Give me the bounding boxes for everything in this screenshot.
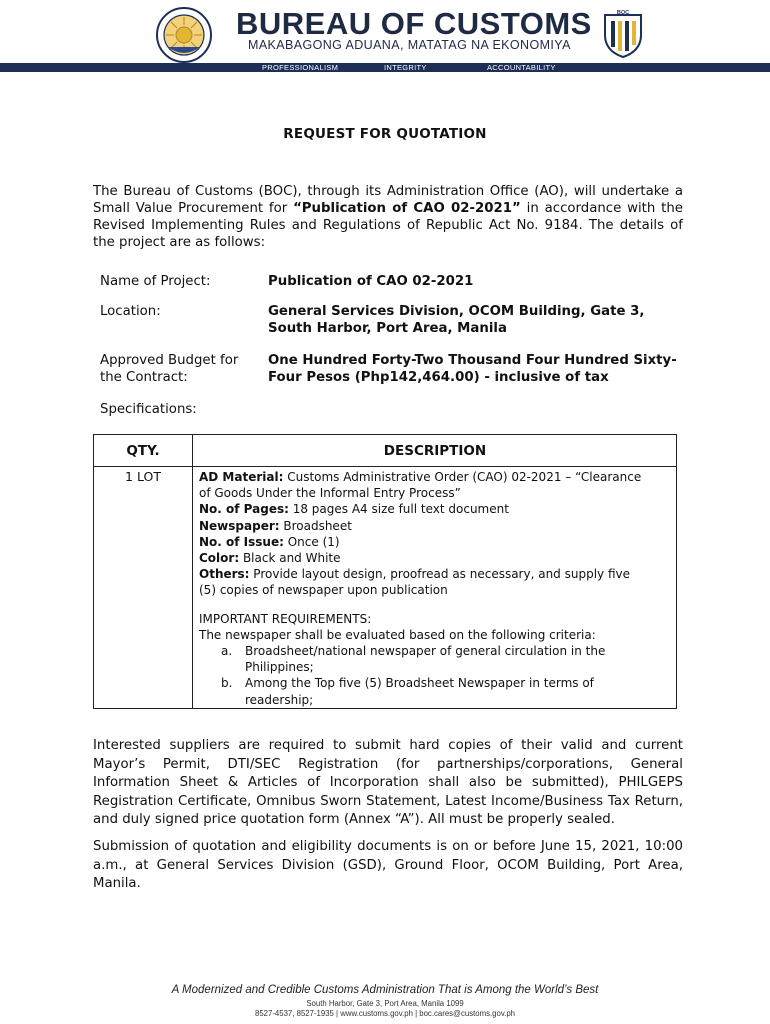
requirements-heading: IMPORTANT REQUIREMENTS:	[199, 611, 372, 626]
bureau-title: BUREAU OF CUSTOMS	[236, 6, 592, 41]
requirement-text: Among the Top five (5) Broadsheet Newspaper in terms of	[245, 676, 594, 691]
bureau-seal-logo	[156, 7, 212, 63]
requirement-text-cont: readership;	[245, 692, 314, 707]
issue-value: Once (1)	[283, 534, 340, 549]
ad-material-line	[199, 469, 669, 485]
specifications-table	[93, 434, 677, 709]
table-cell-qty: 1 LOT	[125, 469, 161, 484]
table-column-divider	[192, 435, 193, 708]
project-value: Publication of CAO 02-2021	[268, 274, 474, 289]
color-value: Black and White	[239, 551, 341, 566]
requirements-list	[199, 643, 669, 708]
issue-line	[199, 534, 669, 550]
pages-label: No. of Pages:	[199, 502, 289, 517]
requirement-text: Broadsheet/national newspaper of general circulation in the	[245, 644, 606, 659]
location-value-line2: South Harbor, Port Area, Manila	[268, 321, 507, 336]
others-value-cont: (5) copies of newspaper upon publication	[199, 583, 448, 598]
specifications-label: Specifications:	[100, 402, 197, 417]
requirement-marker: a.	[221, 644, 233, 659]
color-line	[199, 550, 669, 566]
newspaper-value: Broadsheet	[279, 518, 352, 533]
ad-material-value-cont: of Goods Under the Informal Entry Process”	[199, 486, 461, 501]
value-integrity: INTEGRITY	[384, 63, 427, 72]
intro-paragraph	[93, 183, 683, 251]
footer-address: South Harbor, Gate 3, Port Area, Manila 1099	[306, 999, 464, 1008]
requirements-paragraph: Interested suppliers are required to submit hard copies of their valid and current Mayor’s Permit, DTI/SEC Registration (for partnerships/corporations, General Information Sheet & Articles of Incorporation shall also be submitted), PHILGEPS Registration Certificate, Omnibus Sworn Statement, Latest Income/Business Tax Return, and duly signed price quotation form (Annex “A”). All must be properly sealed.	[93, 738, 683, 828]
location-label: Location:	[100, 304, 161, 319]
spacer	[199, 599, 669, 611]
issue-label: No. of Issue:	[199, 534, 284, 549]
intro-text-after: in accordance with the Revised Implementing Rules and Regulations of Republic Act No. 9184. The details of the project are as follows:	[93, 201, 683, 250]
project-label: Name of Project:	[100, 274, 211, 289]
table-cell-description	[199, 469, 669, 708]
shield-label: BOC	[616, 10, 630, 16]
requirement-text-cont: Philippines;	[245, 660, 314, 675]
intro-project-name: “Publication of CAO 02-2021”	[293, 201, 521, 216]
budget-value-line2: Four Pesos (Php142,464.00) - inclusive of tax	[268, 370, 609, 385]
newspaper-line	[199, 518, 669, 534]
requirement-item	[199, 643, 669, 675]
others-line	[199, 566, 669, 582]
budget-label-line1: Approved Budget for	[100, 353, 239, 368]
requirement-marker: b.	[221, 676, 233, 691]
table-header-qty: QTY.	[126, 443, 160, 459]
ad-material-label: AD Material:	[199, 470, 284, 484]
requirements-intro: The newspaper shall be evaluated based on the following criteria:	[199, 627, 596, 642]
budget-value-line1: One Hundred Forty-Two Thousand Four Hundred Sixty-	[268, 353, 677, 368]
requirement-item	[199, 675, 669, 707]
newspaper-label: Newspaper:	[199, 518, 280, 533]
submission-paragraph: Submission of quotation and eligibility documents is on or before June 15, 2021, 10:00 a.m., at General Services Division (GSD), Ground Floor, OCOM Building, Port Area, Manila.	[93, 839, 683, 892]
value-professionalism: PROFESSIONALISM	[262, 63, 339, 72]
color-label: Color:	[199, 551, 240, 566]
location-value-line1: General Services Division, OCOM Building, Gate 3,	[268, 304, 645, 319]
table-header-divider	[94, 466, 676, 467]
table-header-description: DESCRIPTION	[383, 443, 487, 459]
ad-material-value: Customs Administrative Order (CAO) 02-2021 – “Clearance	[283, 470, 642, 484]
bureau-tagline: MAKABAGONG ADUANA, MATATAG NA EKONOMIYA	[248, 38, 571, 52]
value-accountability: ACCOUNTABILITY	[487, 63, 556, 72]
pages-line	[199, 501, 669, 517]
footer-contact: 8527-4537, 8527-1935 | www.customs.gov.ph | boc.cares@customs.gov.ph	[254, 1009, 516, 1018]
pages-value: 18 pages A4 size full text document	[288, 502, 509, 517]
others-label: Others:	[199, 567, 250, 582]
budget-label-line2: the Contract:	[100, 370, 188, 385]
intro-text-before: The Bureau of Customs (BOC), through its Administration Office (AO), will undertake a Small Value Procurement for	[93, 184, 683, 216]
boc-shield-logo	[602, 9, 644, 59]
footer-motto: A Modernized and Credible Customs Administration That is Among the World’s Best	[171, 984, 599, 996]
document-title: REQUEST FOR QUOTATION	[283, 126, 487, 142]
others-value: Provide layout design, proofread as necessary, and supply five	[249, 567, 630, 582]
